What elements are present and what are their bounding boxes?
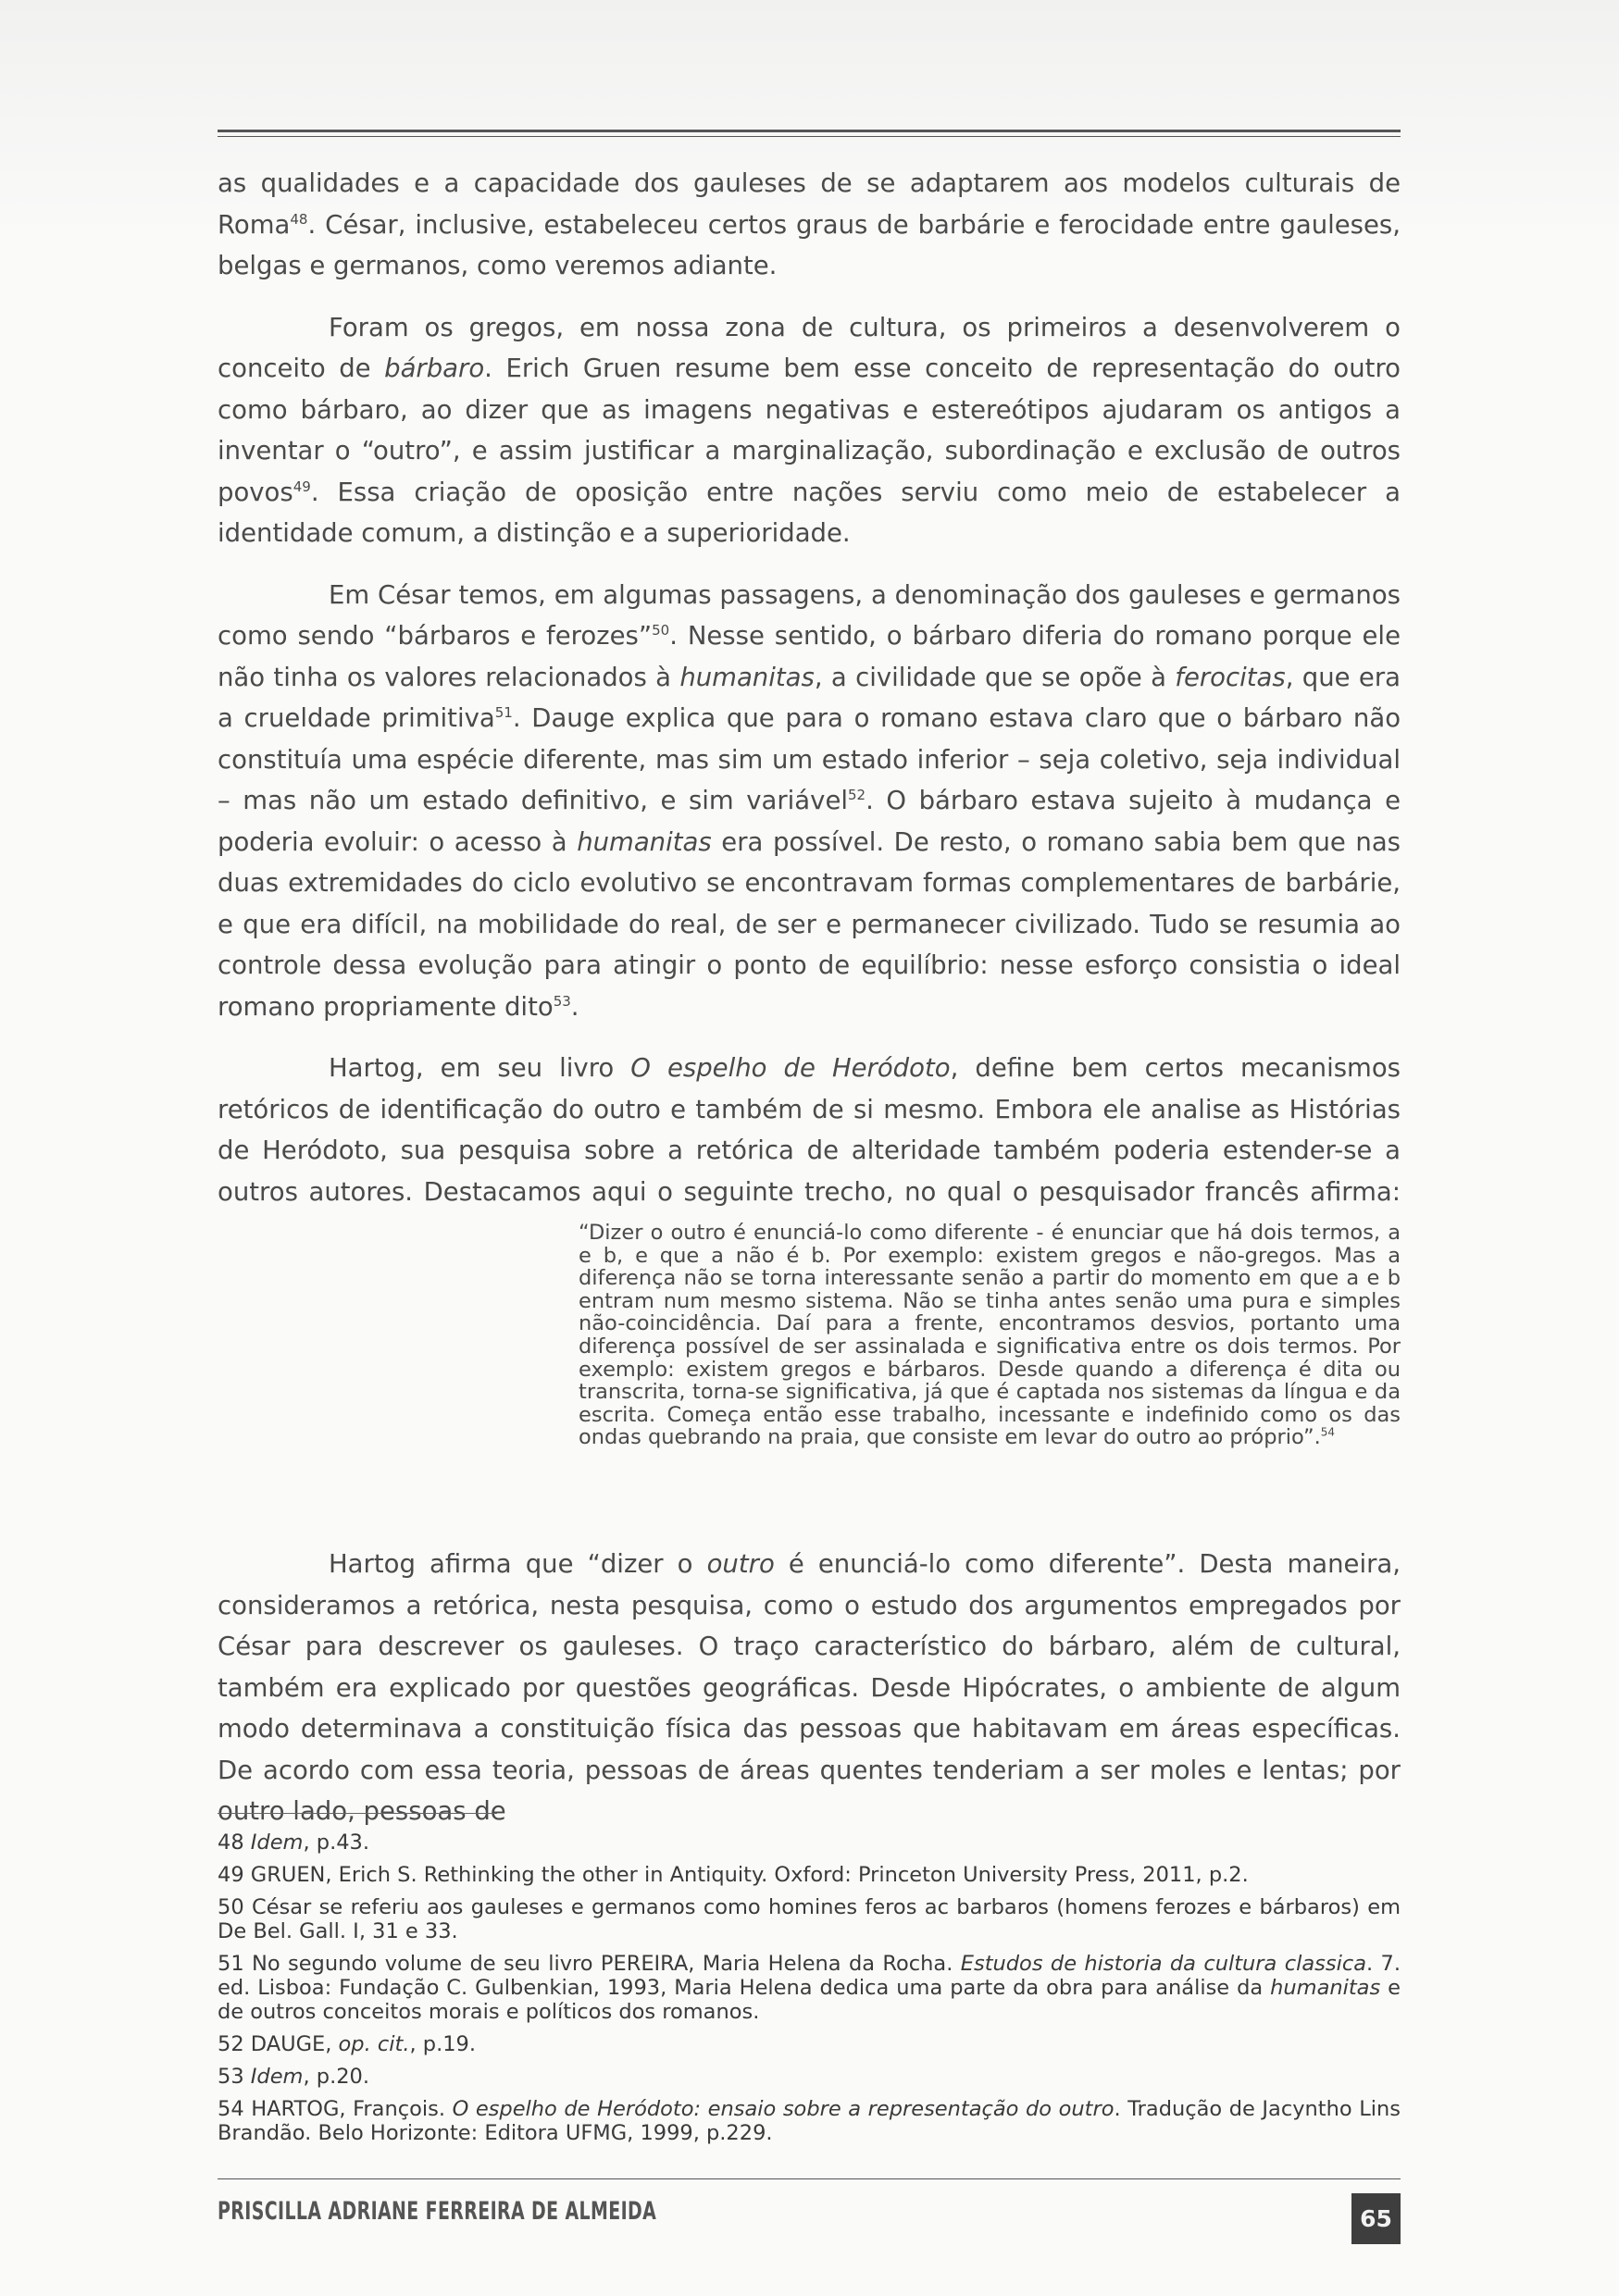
text-run: . Essa criação de oposição entre nações serviu como meio de estabelecer a identidade comum, a distinção e a superioridade. (218, 477, 1401, 548)
text-run: . Tradução de Jacyntho Lins Brandão. Belo Horizonte: Editora UFMG, 1999, p.229. (218, 2097, 1401, 2145)
paragraph (218, 307, 1401, 554)
text-run: 50 César se referiu aos gauleses e germanos como homines feros ac barbaros (homens ferozes e bárbaros) em De Bel. Gall. I, 31 e 33. (218, 1895, 1401, 1943)
footnote-ref: 52 (848, 786, 866, 803)
footnote (218, 2032, 1401, 2056)
text-run: , define bem certos mecanismos retóricos de identificação do outro e também de si mesmo. Embora ele analise as Histórias de Heródoto, sua pesquisa sobre a retórica de alteridade também poderia estender-se a outros autores. Destacamos aqui o seguinte trecho, no qual o pesquisador francês afirma: (218, 1053, 1401, 1207)
text-run: Em César temos, em algumas passagens, a denominação dos gauleses e germanos como sendo “bárbaros e ferozes” (218, 579, 1401, 651)
text-run: . Dauge explica que para o romano estava claro que o bárbaro não constituía uma espécie diferente, mas sim um estado inferior – seja coletivo, seja individual – mas não um estado definitivo, e sim variável (218, 703, 1401, 815)
header-double-rule (218, 130, 1401, 137)
text-run: , a civilidade que se opõe à (814, 662, 1176, 692)
page-number: 65 (1351, 2193, 1401, 2244)
text-run: , p.19. (409, 2032, 477, 2056)
text-run: 51 No segundo volume de seu livro PEREIRA, Maria Helena da Rocha. (218, 1952, 961, 1976)
text-run: Idem (250, 2065, 304, 2089)
footnote-separator (218, 1813, 497, 1814)
text-run: , que era a crueldade primitiva (218, 662, 1401, 733)
footnote (218, 2097, 1401, 2145)
text-run: . 7. ed. Lisboa: Fundação C. Gulbenkian, 1993, Maria Helena dedica uma parte da obra para análise da (218, 1952, 1401, 2000)
footnote (218, 1895, 1401, 1943)
paragraph (218, 575, 1401, 1028)
text-run: outro (706, 1549, 775, 1579)
footnote (218, 2065, 1401, 2089)
text-run: 52 DAUGE, (218, 2032, 339, 2056)
text-run: Hartog, em seu livro (329, 1053, 631, 1083)
text-run: 49 GRUEN, Erich S. Rethinking the other in Antiquity. Oxford: Princeton University Press, 2011, p.2. (218, 1863, 1249, 1887)
footnote (218, 1831, 1401, 1855)
footnote-ref: 49 (293, 478, 311, 495)
text-run: Hartog afirma que “dizer o (329, 1549, 707, 1579)
text-run: ferocitas (1175, 662, 1286, 692)
text-run: Foram os gregos, em nossa zona de cultura, os primeiros a desenvolverem o conceito de (218, 312, 1401, 383)
text-run: . César, inclusive, estabeleceu certos graus de barbárie e ferocidade entre gauleses, belgas e germanos, como veremos adiante. (218, 209, 1401, 280)
footer-author: PRISCILLA ADRIANE FERREIRA DE ALMEIDA (218, 2197, 657, 2226)
paragraph (218, 1544, 1401, 1832)
text-run: O espelho de Heródoto: ensaio sobre a representação do outro (452, 2097, 1115, 2121)
text-run: . (570, 991, 579, 1022)
text-run: 53 (218, 2065, 251, 2089)
footnote-ref: 48 (290, 210, 308, 228)
text-run: bárbaro (384, 354, 485, 383)
footnote (218, 1952, 1401, 2024)
text-run: e de outros conceitos morais e políticos dos romanos. (218, 1976, 1401, 2024)
text-run: humanitas (1270, 1976, 1381, 2000)
footer-rule (218, 2178, 1401, 2179)
text-run: op. cit. (338, 2032, 410, 2056)
footnote-ref: 53 (553, 992, 571, 1010)
text-run: era possível. De resto, o romano sabia bem que nas duas extremidades do ciclo evolutivo se encontravam formas complementares de barbárie, e que era difícil, na mobilidade do real, de ser e permanecer civilizado. Tudo se resumia ao controle dessa evolução para atingir o ponto de equilíbrio: nesse esforço consistia o ideal romano propriamente dito (218, 826, 1401, 1022)
text-run: é enunciá-lo como diferente”. Desta maneira, consideramos a retórica, nesta pesquisa, como o estudo dos argumentos empregados por César para descrever os gauleses. O traço característico do bárbaro, além de cultural, também era explicado por questões geográficas. Desde Hipócrates, o ambiente de algum modo determinava a constituição física das pessoas que habitavam em áreas específicas. De acordo com essa teoria, pessoas de áreas quentes tenderiam a ser moles e lentas; por outro lado, pessoas de (218, 1549, 1401, 1826)
paragraph (218, 163, 1401, 287)
block-quote (579, 1222, 1401, 1449)
text-run: O espelho de Heródoto (630, 1053, 951, 1083)
text-run: . O bárbaro estava sujeito à mudança e poderia evoluir: o acesso à (218, 786, 1401, 857)
text-run: as qualidades e a capacidade dos gauleses de se adaptarem aos modelos culturais de Roma (218, 168, 1401, 240)
text-run: Idem (250, 1831, 304, 1855)
footnote-ref: 51 (494, 703, 513, 721)
text-run: 54 HARTOG, François. (218, 2097, 453, 2121)
text-run: , p.43. (303, 1831, 370, 1855)
text-run: , p.20. (303, 2065, 370, 2089)
footnote (218, 1863, 1401, 1887)
text-run: . Erich Gruen resume bem esse conceito de representação do outro como bárbaro, ao dizer que as imagens negativas e estereótipos ajudaram os antigos a inventar o “outro”, e assim justificar a marginalização, subordinação e exclusão de outros povos (218, 354, 1401, 507)
text-run: 48 (218, 1831, 251, 1855)
footnotes (218, 1831, 1401, 2153)
text-run: humanitas (679, 662, 815, 692)
paragraph (218, 1048, 1401, 1212)
footnote-ref: 50 (652, 621, 670, 639)
body-text (218, 163, 1401, 1233)
text-run: “Dizer o outro é enunciá-lo como diferente - é enunciar que há dois termos, a e b, e que a não é b. Por exemplo: existem gregos e não-gregos. Mas a diferença não se torna interessante senão a partir do momento em que a e b entram num mesmo sistema. Não se tinha antes senão uma pura e simples não-coincidência. Daí para a frente, encontramos desvios, portanto uma diferença possível de ser assinalada e significativa entre os dois termos. Por exemplo: existem gregos e bárbaros. Desde quando a diferença é dita ou transcrita, torna-se significativa, já que é captada nos sistemas da língua e da escrita. Começa então esse trabalho, incessante e indefinido como os das ondas quebrando na praia, que consiste em levar do outro ao próprio”. (579, 1221, 1401, 1450)
footnote-ref: 54 (1320, 1425, 1336, 1439)
body-text-continued (218, 1544, 1401, 1832)
text-run: humanitas (577, 826, 712, 857)
text-run: . Nesse sentido, o bárbaro diferia do romano porque ele não tinha os valores relacionados à (218, 621, 1401, 692)
text-run: Estudos de historia da cultura classica (960, 1952, 1366, 1976)
